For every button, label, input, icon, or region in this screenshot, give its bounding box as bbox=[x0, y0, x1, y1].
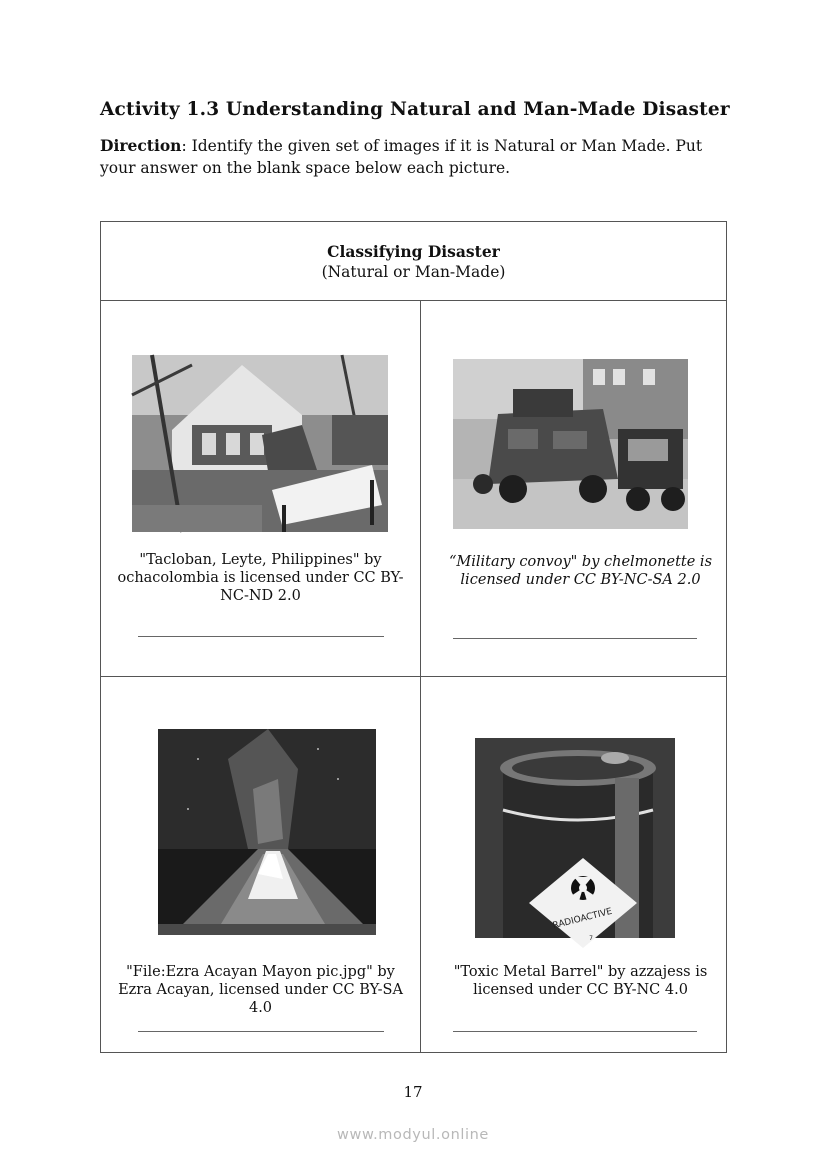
page-number: 17 bbox=[403, 1083, 423, 1101]
damaged-house-image bbox=[132, 355, 388, 532]
caption-military-convoy: “Military convoy" by chelmonette is licensed under CC BY-NC-SA 2.0 bbox=[448, 554, 713, 588]
erupting-volcano-image bbox=[158, 729, 376, 935]
direction-label: Direction bbox=[100, 136, 182, 155]
cell-military-convoy bbox=[421, 301, 740, 676]
classifying-disaster-table bbox=[100, 221, 727, 1053]
radioactive-sign-number: 7 bbox=[589, 935, 593, 942]
watermark: www.modyul.online bbox=[337, 1127, 489, 1143]
activity-title: Activity 1.3 Understanding Natural and Man-Made Disaster bbox=[100, 99, 730, 120]
cell-toxic-barrel bbox=[421, 677, 740, 1053]
table-header bbox=[101, 222, 726, 301]
caption-mayon-volcano: "File:Ezra Acayan Mayon pic.jpg" by Ezra Acayan, licensed under CC BY-SA 4.0 bbox=[118, 964, 403, 1016]
table-header-title: Classifying Disaster bbox=[327, 242, 500, 261]
direction-paragraph bbox=[100, 135, 730, 179]
cell-tacloban bbox=[101, 301, 420, 676]
table-header-subtitle: (Natural or Man-Made) bbox=[321, 263, 506, 281]
answer-blank-4[interactable] bbox=[453, 1031, 697, 1032]
military-convoy-image bbox=[453, 359, 688, 529]
answer-blank-3[interactable] bbox=[138, 1031, 384, 1032]
cell-mayon-volcano bbox=[101, 677, 420, 1053]
radioactive-barrel-image bbox=[475, 738, 675, 942]
direction-text: : Identify the given set of images if it is Natural or Man Made. Put your answer on the blank space below each picture. bbox=[100, 137, 703, 177]
answer-blank-1[interactable] bbox=[138, 636, 384, 637]
caption-toxic-barrel: "Toxic Metal Barrel" by azzajess is licensed under CC BY-NC 4.0 bbox=[453, 964, 708, 998]
caption-tacloban: "Tacloban, Leyte, Philippines" by ochacolombia is licensed under CC BY-NC-ND 2.0 bbox=[117, 552, 404, 604]
radioactive-sign-label: RADIOACTIVE bbox=[551, 906, 614, 932]
answer-blank-2[interactable] bbox=[453, 638, 697, 639]
